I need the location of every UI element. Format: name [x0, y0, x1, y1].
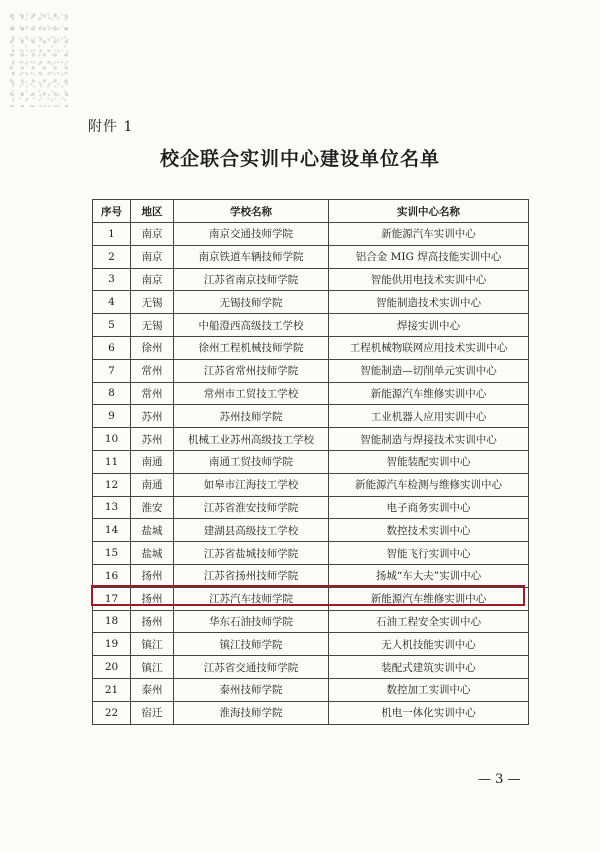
table-row [93, 223, 529, 246]
cell-school: 泰州技师学院 [174, 678, 329, 701]
cell-center: 智能制造技术实训中心 [329, 291, 529, 314]
cell-region: 镇江 [131, 633, 174, 656]
cell-region: 苏州 [131, 405, 174, 428]
table-row [93, 678, 529, 701]
cell-center: 智能制造与焊接技术实训中心 [329, 428, 529, 451]
cell-school: 南通工贸技师学院 [174, 450, 329, 473]
page-number: — 3 — [478, 772, 521, 787]
cell-region: 苏州 [131, 428, 174, 451]
cell-region: 盐城 [131, 519, 174, 542]
table-row [93, 291, 529, 314]
cell-school: 镇江技师学院 [174, 633, 329, 656]
cell-school: 江苏省南京技师学院 [174, 268, 329, 291]
cell-index: 2 [93, 245, 131, 268]
cell-school: 如皋市江海技工学校 [174, 473, 329, 496]
cell-center: 工业机器人应用实训中心 [329, 405, 529, 428]
table-row [93, 314, 529, 337]
cell-school: 中船澄西高级技工学校 [174, 314, 329, 337]
cell-center: 数控技术实训中心 [329, 519, 529, 542]
cell-region: 南京 [131, 245, 174, 268]
cell-center: 石油工程安全实训中心 [329, 610, 529, 633]
cell-school: 机械工业苏州高级技工学校 [174, 428, 329, 451]
table-row [93, 496, 529, 519]
scan-artifact [8, 12, 68, 107]
cell-school: 常州市工贸技工学校 [174, 382, 329, 405]
header-region: 地区 [131, 200, 174, 223]
cell-index: 17 [93, 587, 131, 610]
table-row [93, 564, 529, 587]
cell-region: 常州 [131, 382, 174, 405]
cell-region: 扬州 [131, 610, 174, 633]
table-row [93, 587, 529, 610]
cell-region: 南京 [131, 223, 174, 246]
table-row [93, 382, 529, 405]
table-row [93, 268, 529, 291]
header-center: 实训中心名称 [329, 200, 529, 223]
cell-region: 扬州 [131, 564, 174, 587]
header-index: 序号 [93, 200, 131, 223]
cell-region: 扬州 [131, 587, 174, 610]
cell-region: 无锡 [131, 314, 174, 337]
cell-index: 11 [93, 450, 131, 473]
cell-center: 装配式建筑实训中心 [329, 656, 529, 679]
cell-index: 21 [93, 678, 131, 701]
cell-index: 5 [93, 314, 131, 337]
cell-index: 14 [93, 519, 131, 542]
cell-index: 18 [93, 610, 131, 633]
table-row [93, 450, 529, 473]
cell-school: 江苏省盐城技师学院 [174, 542, 329, 565]
cell-center: 新能源汽车实训中心 [329, 223, 529, 246]
cell-school: 南京铁道车辆技师学院 [174, 245, 329, 268]
cell-region: 无锡 [131, 291, 174, 314]
cell-index: 9 [93, 405, 131, 428]
cell-index: 13 [93, 496, 131, 519]
cell-region: 盐城 [131, 542, 174, 565]
table-row [93, 245, 529, 268]
cell-school: 江苏省淮安技师学院 [174, 496, 329, 519]
cell-school: 南京交通技师学院 [174, 223, 329, 246]
header-school: 学校名称 [174, 200, 329, 223]
cell-school: 建湖县高级技工学校 [174, 519, 329, 542]
cell-index: 15 [93, 542, 131, 565]
table-row [93, 610, 529, 633]
cell-index: 10 [93, 428, 131, 451]
cell-school: 无锡技师学院 [174, 291, 329, 314]
table-body [93, 223, 529, 725]
table-row [93, 633, 529, 656]
cell-school: 江苏省交通技师学院 [174, 656, 329, 679]
cell-center: 机电一体化实训中心 [329, 701, 529, 724]
cell-center: 数控加工实训中心 [329, 678, 529, 701]
cell-region: 淮安 [131, 496, 174, 519]
cell-school: 徐州工程机械技师学院 [174, 336, 329, 359]
table-row [93, 336, 529, 359]
cell-region: 宿迁 [131, 701, 174, 724]
table-row [93, 542, 529, 565]
cell-center: 智能制造—切削单元实训中心 [329, 359, 529, 382]
table-row [93, 405, 529, 428]
cell-center: 扬城“车大夫”实训中心 [329, 564, 529, 587]
cell-school: 江苏省扬州技师学院 [174, 564, 329, 587]
cell-index: 20 [93, 656, 131, 679]
cell-school: 淮海技师学院 [174, 701, 329, 724]
cell-center: 新能源汽车检测与维修实训中心 [329, 473, 529, 496]
cell-region: 镇江 [131, 656, 174, 679]
cell-center: 智能供用电技术实训中心 [329, 268, 529, 291]
cell-index: 4 [93, 291, 131, 314]
cell-index: 6 [93, 336, 131, 359]
cell-index: 19 [93, 633, 131, 656]
cell-index: 16 [93, 564, 131, 587]
cell-region: 泰州 [131, 678, 174, 701]
cell-school: 苏州技师学院 [174, 405, 329, 428]
cell-region: 徐州 [131, 336, 174, 359]
cell-region: 常州 [131, 359, 174, 382]
cell-index: 12 [93, 473, 131, 496]
cell-center: 新能源汽车维修实训中心 [329, 382, 529, 405]
cell-region: 南通 [131, 450, 174, 473]
table-row [93, 701, 529, 724]
cell-center: 铝合金 MIG 焊高技能实训中心 [329, 245, 529, 268]
cell-region: 南通 [131, 473, 174, 496]
cell-school: 江苏汽车技师学院 [174, 587, 329, 610]
table-row [93, 656, 529, 679]
attachment-label: 附件 1 [88, 119, 134, 135]
cell-index: 1 [93, 223, 131, 246]
cell-center: 焊接实训中心 [329, 314, 529, 337]
table-header-row [93, 200, 529, 223]
cell-center: 工程机械物联网应用技术实训中心 [329, 336, 529, 359]
cell-index: 7 [93, 359, 131, 382]
table-row [93, 428, 529, 451]
roster-table [92, 199, 529, 725]
cell-center: 智能装配实训中心 [329, 450, 529, 473]
table-row [93, 359, 529, 382]
cell-school: 江苏省常州技师学院 [174, 359, 329, 382]
cell-index: 8 [93, 382, 131, 405]
cell-center: 智能飞行实训中心 [329, 542, 529, 565]
cell-center: 电子商务实训中心 [329, 496, 529, 519]
cell-index: 22 [93, 701, 131, 724]
document-title: 校企联合实训中心建设单位名单 [159, 148, 440, 170]
cell-index: 3 [93, 268, 131, 291]
table-row [93, 473, 529, 496]
cell-center: 新能源汽车维修实训中心 [329, 587, 529, 610]
table-row [93, 519, 529, 542]
cell-school: 华东石油技师学院 [174, 610, 329, 633]
cell-center: 无人机技能实训中心 [329, 633, 529, 656]
cell-region: 南京 [131, 268, 174, 291]
